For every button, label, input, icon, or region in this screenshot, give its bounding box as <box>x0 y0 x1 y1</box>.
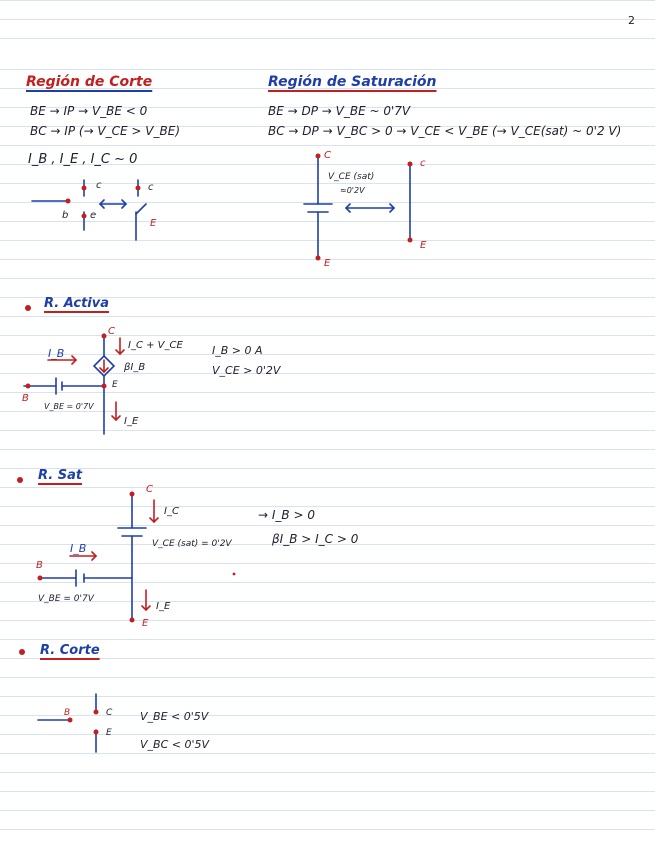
sat-title: R. Sat <box>38 468 83 483</box>
activa-cond-1: I_B > 0 A <box>212 344 263 357</box>
corte-line-2: BC → IP (→ V_CE > V_BE) <box>30 124 180 138</box>
sat-top-c1-label: C <box>324 150 331 161</box>
corte2-e-label: E <box>106 728 112 738</box>
corte-b1-label: b <box>62 210 69 221</box>
corte-c2-label: c <box>148 182 154 193</box>
activa-title: R. Activa <box>44 296 109 311</box>
sat-ib-label: I_B <box>70 542 87 555</box>
activa-cond-2: V_CE > 0'2V <box>212 364 281 377</box>
corte-title: Región de Corte <box>26 74 153 90</box>
sat-vce-label: V_CE (sat) = 0'2V <box>152 539 232 549</box>
activa-c-label: C <box>108 326 115 337</box>
saturacion-line-2: BC → DP → V_BC > 0 → V_CE < V_BE (→ V_CE(sat) ~ 0'2 V) <box>268 124 622 138</box>
sat-vbe-label: V_BE = 0'7V <box>38 594 94 604</box>
activa-ib-label: I_B <box>48 347 65 360</box>
sat-c-label: C <box>146 484 153 495</box>
sat-top-c2-label: c <box>420 158 426 169</box>
sat-cond-1: → I_B > 0 <box>258 508 315 522</box>
activa-dots <box>25 305 107 389</box>
sat-bullet <box>17 477 23 483</box>
activa-bullet <box>25 305 31 311</box>
corte-e2-label: E <box>150 218 157 229</box>
sat-e-label: E <box>142 618 149 629</box>
activa-ie-label: I_E <box>124 416 139 427</box>
activa-vbe-label: V_BE = 0'7V <box>44 402 94 411</box>
corte-dot-b <box>66 199 71 204</box>
sat-diagram <box>40 494 146 620</box>
corte2-bullet <box>19 649 25 655</box>
corte-currents: I_B , I_E , I_C ~ 0 <box>28 152 138 167</box>
activa-arrows <box>48 338 124 420</box>
corte-dot-c <box>82 186 87 191</box>
saturacion-line-1: BE → DP → V_BE ~ 0'7V <box>268 104 411 118</box>
sat-top-e1-label: E <box>324 258 331 269</box>
corte-line-1: BE → IP → V_BE < 0 <box>30 104 148 118</box>
activa-ic-label: I_C + V_CE <box>128 340 183 351</box>
corte-switch <box>136 204 146 214</box>
activa-diagram <box>24 334 114 434</box>
saturacion-dots <box>316 154 413 261</box>
corte2-b-label: B <box>64 708 71 718</box>
corte2-cond-2: V_BC < 0'5V <box>140 738 210 751</box>
sat-arrows <box>70 500 158 610</box>
corte2-c-label: C <box>106 708 113 718</box>
sat-ic-label: I_C <box>164 506 179 517</box>
corte-c1-label: c <box>96 180 102 191</box>
saturacion-title: Región de Saturación <box>268 74 437 90</box>
activa-b-label: B <box>22 393 29 404</box>
activa-beta-ib: βI_B <box>124 362 146 373</box>
saturacion-vce-label: V_CE (sat) <box>328 172 375 182</box>
corte-dot-c2 <box>136 186 141 191</box>
sat-top-e2-label: E <box>420 240 427 251</box>
sat-ie-label: I_E <box>156 601 171 612</box>
corte2-diagram <box>38 694 96 752</box>
sat-cond-2: βI_B > I_C > 0 <box>272 532 359 546</box>
sat-b-label: B <box>36 560 43 571</box>
corte2-dots <box>19 649 99 735</box>
sat-dots <box>17 477 235 623</box>
corte2-title: R. Corte <box>40 643 100 658</box>
corte2-cond-1: V_BE < 0'5V <box>140 710 209 723</box>
page-number: 2 <box>628 14 635 27</box>
saturacion-vce-value: ≈0'2V <box>340 186 365 195</box>
corte-diagram <box>32 180 146 240</box>
corte-dot-e <box>82 214 87 219</box>
corte-e1-label: e <box>90 210 97 221</box>
activa-e-label: E <box>112 380 118 390</box>
saturacion-diagram <box>304 156 410 258</box>
